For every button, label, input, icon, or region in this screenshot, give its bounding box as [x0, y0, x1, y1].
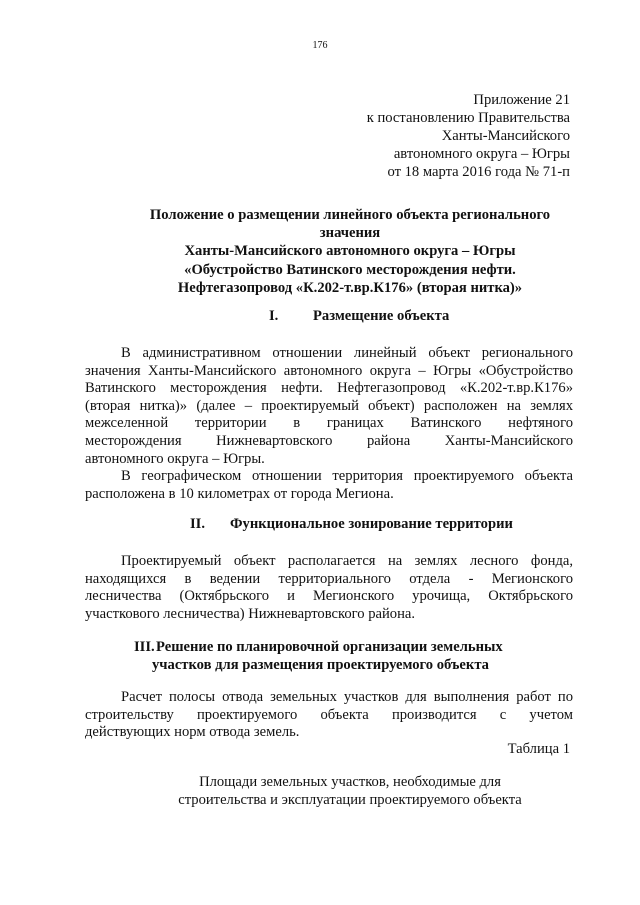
text-line: Ватинского месторождения нефти. Нефтегазопровод «К.202-т.вр.К176» [85, 380, 573, 397]
text-line: межселенной территории в границах Ватинского нефтяного [85, 415, 573, 432]
appendix-line: от 18 марта 2016 года № 71-п [387, 164, 570, 180]
caption-line: Площади земельных участков, необходимые для [199, 774, 501, 790]
section-2-paragraph-1 [85, 553, 573, 623]
title-line: Нефтегазопровод «К.202-т.вр.К176» (вторая нитка)» [177, 279, 523, 296]
text-line: участкового лесничества) Нижневартовского района. [85, 605, 416, 622]
text-line: Расчет полосы отвода земельных участков для выполнения работ по [121, 689, 573, 705]
section-number: II. [190, 516, 206, 532]
title-line: «Обустройство Ватинского месторождения нефти. [184, 261, 516, 278]
section-heading-2 [190, 515, 513, 533]
text-line: действующих норм отвода земель. [85, 724, 300, 741]
section-number: I. [269, 308, 279, 324]
appendix-block [367, 91, 570, 181]
text-line: значения Ханты-Мансийского автономного округа – Югры «Обустройство [85, 362, 573, 379]
section-heading-3 [134, 638, 503, 656]
section-3-paragraph-1 [85, 689, 573, 742]
text-line: находящихся в ведении территориального отдела - Мегионского [85, 570, 573, 587]
page-number: 176 [312, 40, 328, 51]
section-1-paragraph-1 [85, 345, 573, 468]
appendix-line: Ханты-Мансийского [441, 128, 570, 144]
section-title: Размещение объекта [313, 308, 450, 324]
text-line: расположена в 10 километрах от города Мегиона. [85, 485, 394, 502]
text-line: В географическом отношении территория проектируемого объекта [121, 468, 573, 484]
appendix-line: автономного округа – Югры [393, 146, 570, 162]
section-title: Функциональное зонирование территории [230, 516, 513, 532]
section-title: Решение по планировочной организации земельных [156, 639, 503, 655]
title-line: значения [319, 225, 381, 242]
caption-line: строительства и эксплуатации проектируемого объекта [178, 791, 522, 808]
document-title [120, 206, 580, 297]
table-reference: Таблица 1 [507, 741, 570, 757]
text-line: автономного округа – Югры. [85, 450, 265, 467]
appendix-line: Приложение 21 [473, 92, 570, 108]
section-number: III. [134, 639, 155, 655]
section-title: участков для размещения проектируемого объекта [152, 657, 489, 673]
appendix-line: к постановлению Правительства [366, 110, 570, 126]
text-line: (вторая нитка)» (далее – проектируемый объект) расположен на землях [85, 397, 573, 414]
section-1-paragraph-2 [85, 468, 573, 503]
text-line: Проектируемый объект располагается на землях лесного фонда, [121, 553, 573, 569]
text-line: месторождения Нижневартовского района Ханты-Мансийского [85, 432, 573, 449]
section-heading-1 [269, 307, 449, 325]
table-caption [100, 774, 600, 809]
title-line: Ханты-Мансийского автономного округа – Югры [184, 243, 516, 260]
text-line: лесничества (Октябрьского и Мегионского урочища, Октябрьского [85, 588, 573, 605]
text-line: В административном отношении линейный объект регионального [121, 345, 573, 361]
title-line: Положение о размещении линейного объекта регионального [149, 207, 551, 223]
section-heading-3-continuation [152, 656, 489, 674]
text-line: строительству проектируемого объекта производится с учетом [85, 706, 573, 723]
